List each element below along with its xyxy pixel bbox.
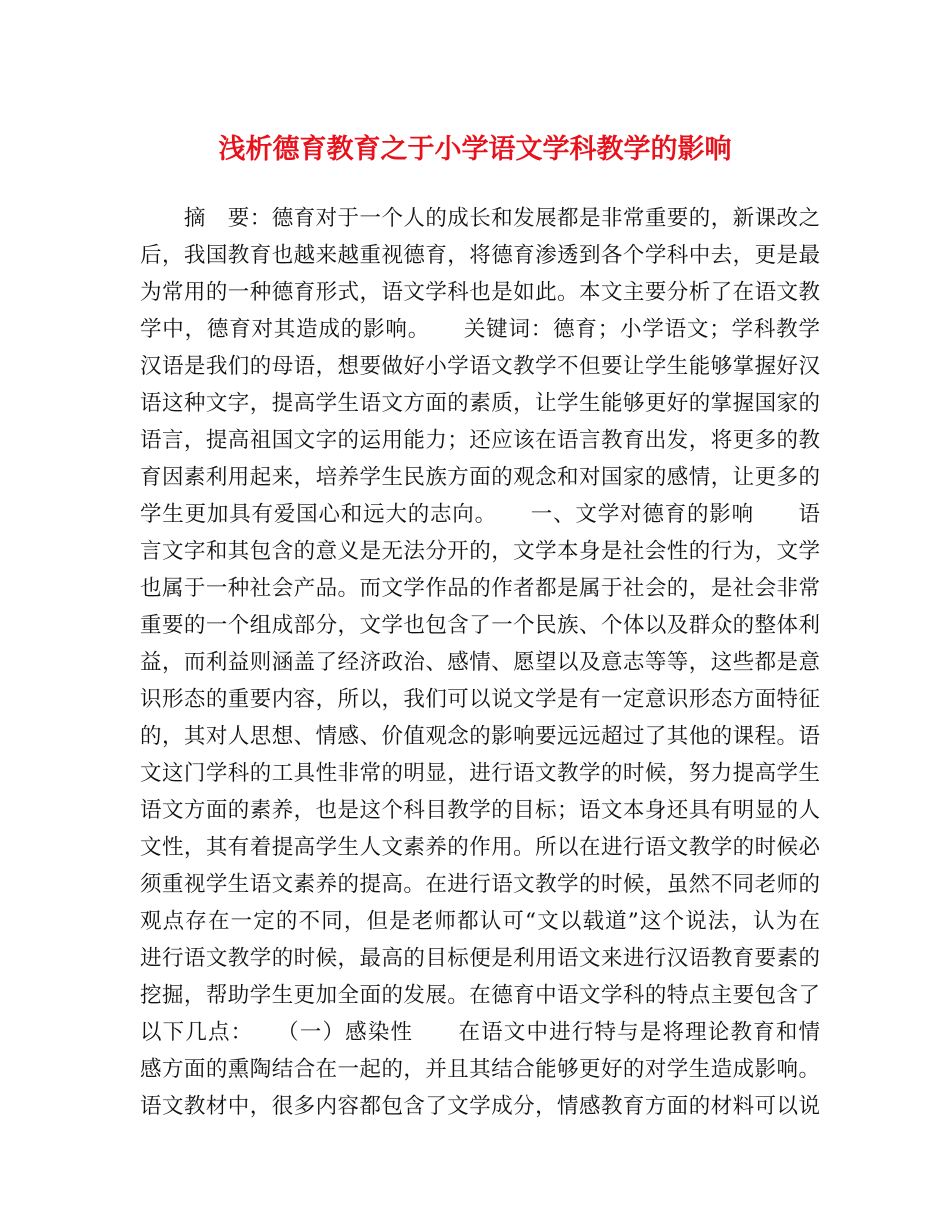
body-line: 文性，其有着提高学生人文素养的作用。所以在进行语文教学的时候必	[140, 835, 820, 860]
body-line: 后，我国教育也越来越重视德育，将德育渗透到各个学科中去，更是最	[140, 243, 820, 268]
body-line: 感方面的熏陶结合在一起的，并且其结合能够更好的对学生造成影响。	[140, 1057, 820, 1082]
body-line: 语这种文字，提高学生语文方面的素质，让学生能够更好的掌握国家的	[140, 391, 820, 416]
body-line: 言文字和其包含的意义是无法分开的，文学本身是社会性的行为，文学	[140, 539, 820, 564]
body-line: 为常用的一种德育形式，语文学科也是如此。本文主要分析了在语文教	[140, 280, 820, 305]
body-line: 汉语是我们的母语，想要做好小学语文教学不但要让学生能够掌握好汉	[140, 354, 820, 379]
body-line: 语文方面的素养，也是这个科目教学的目标；语文本身还具有明显的人	[140, 798, 820, 823]
document-title: 浅析德育教育之于小学语文学科教学的影响	[218, 134, 732, 165]
body-line: 育因素利用起来，培养学生民族方面的观念和对国家的感情，让更多的	[140, 465, 820, 490]
body-line: 挖掘，帮助学生更加全面的发展。在德育中语文学科的特点主要包含了	[140, 983, 820, 1008]
body-line: 益，而利益则涵盖了经济政治、感情、愿望以及意志等等，这些都是意	[140, 650, 820, 675]
body-line: 学中，德育对其造成的影响。 关键词：德育；小学语文；学科教学	[140, 317, 820, 342]
body-line: 以下几点： （一）感染性 在语文中进行特与是将理论教育和情	[140, 1020, 820, 1045]
body-line: 须重视学生语文素养的提高。在进行语文教学的时候，虽然不同老师的	[140, 872, 820, 897]
body-line: 进行语文教学的时候，最高的目标便是利用语文来进行汉语教育要素的	[140, 946, 820, 971]
body-line: 文这门学科的工具性非常的明显，进行语文教学的时候，努力提高学生	[140, 761, 820, 786]
body-line: 观点存在一定的不同，但是老师都认可“文以载道”这个说法，认为在	[140, 909, 820, 934]
body-line: 重要的一个组成部分，文学也包含了一个民族、个体以及群众的整体利	[140, 613, 820, 638]
body-line: 的，其对人思想、情感、价值观念的影响要远远超过了其他的课程。语	[140, 724, 820, 749]
document-body	[140, 200, 820, 1125]
body-line: 语文教材中，很多内容都包含了文学成分，情感教育方面的材料可以说	[140, 1094, 820, 1119]
body-line: 也属于一种社会产品。而文学作品的作者都是属于社会的，是社会非常	[140, 576, 820, 601]
body-line: 摘 要：德育对于一个人的成长和发展都是非常重要的，新课改之	[140, 206, 820, 231]
body-line: 识形态的重要内容，所以，我们可以说文学是有一定意识形态方面特征	[140, 687, 820, 712]
body-line: 学生更加具有爱国心和远大的志向。 一、文学对德育的影响 语	[140, 502, 820, 527]
body-line: 语言，提高祖国文字的运用能力；还应该在语言教育出发，将更多的教	[140, 428, 820, 453]
